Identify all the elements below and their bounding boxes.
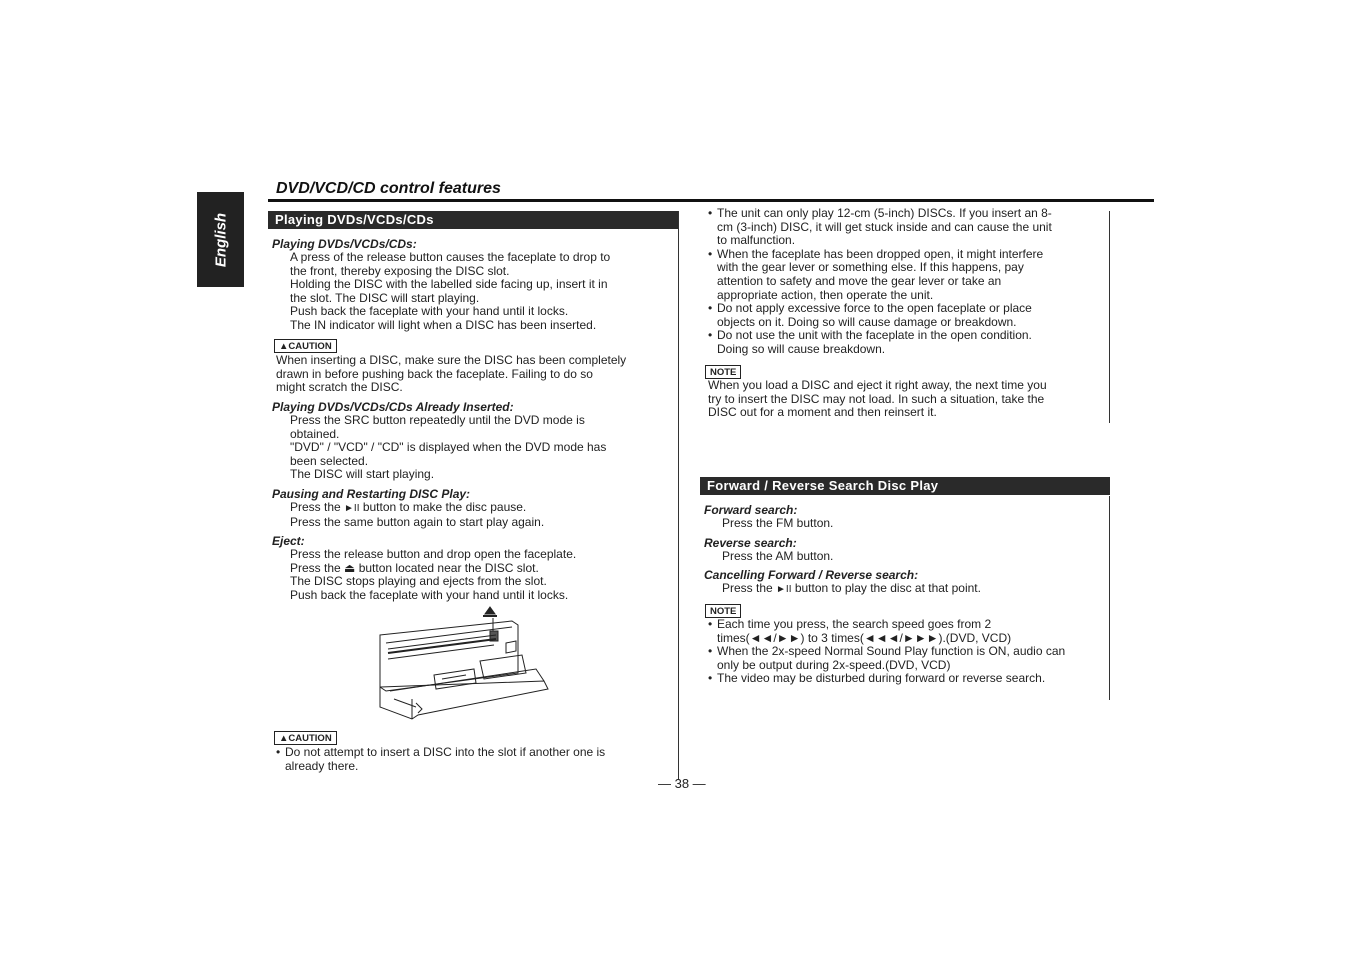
text-line: Push back the faceplate with your hand until it locks.	[290, 587, 569, 602]
caution-label-2	[274, 728, 337, 746]
note-text: NOTE	[705, 604, 741, 618]
reverse-block	[704, 536, 1104, 564]
text-line: drawn in before pushing back the faceplate. Failing to do so	[276, 366, 593, 381]
section-heading-playing: Playing DVDs/VCDs/CDs	[268, 211, 678, 229]
right-divider-bottom	[1109, 496, 1110, 700]
right-divider-top	[1109, 211, 1110, 423]
eject-arrow-icon	[485, 607, 495, 614]
subheading-reverse: Reverse search:	[704, 536, 797, 550]
forward-block	[704, 503, 1104, 531]
right-top-bullets	[708, 207, 1108, 357]
list-item: • Do not attempt to insert a DISC into the slot if another one is already there.	[276, 746, 676, 773]
subheading-eject: Eject:	[272, 534, 305, 548]
text-line: Press the SRC button repeatedly until the DVD mode is	[290, 413, 585, 427]
play-pause-icon: ►II	[344, 503, 360, 514]
note-2-text	[708, 618, 1108, 686]
text-line: obtained.	[290, 426, 340, 441]
eject-block	[272, 534, 672, 602]
page-title: DVD/VCD/CD control features	[276, 180, 501, 197]
list-item: • Do not apply excessive force to the open faceplate or place objects on it. Doing so will cause damage or breakdown.	[708, 302, 1108, 329]
eject-icon: ⏏	[344, 560, 356, 575]
caution-1-text	[276, 354, 676, 395]
text-line: try to insert the DISC may not load. In such a situation, take the	[708, 391, 1045, 406]
text-line: "DVD" / "VCD" / "CD" is displayed when the DVD mode has	[290, 440, 607, 455]
text-line: Press the same button again to start play again.	[290, 514, 545, 529]
text-line: been selected.	[290, 453, 369, 468]
subheading-forward: Forward search:	[704, 503, 798, 517]
caution-text: CAUTION	[288, 733, 332, 744]
playing-block	[272, 237, 672, 333]
text-line: The DISC stops playing and ejects from the slot.	[290, 574, 547, 589]
warning-triangle-icon: ▲	[279, 341, 289, 352]
faceplate-illustration	[376, 603, 552, 721]
note-1-text	[708, 379, 1108, 420]
caution-2-text	[276, 746, 676, 773]
playing-text	[272, 251, 672, 333]
text-line: Press the ⏏ button located near the DISC slot.	[290, 560, 539, 575]
play-pause-icon: ►II	[776, 584, 792, 595]
inserted-block	[272, 400, 672, 482]
text-line: When you load a DISC and eject it right away, the next time you	[708, 378, 1047, 392]
cancel-block	[704, 568, 1104, 597]
text-line: the front, thereby exposing the DISC slot.	[290, 263, 510, 278]
list-item: • When the 2x-speed Normal Sound Play function is ON, audio can only be output during 2x-speed.(DVD, VCD)	[708, 645, 1108, 672]
column-divider	[678, 211, 679, 779]
subheading-pausing: Pausing and Restarting DISC Play:	[272, 487, 471, 501]
text-line: Push back the faceplate with your hand until it locks.	[290, 304, 569, 319]
text-line: Press the ►II button to make the disc pause.	[290, 500, 527, 514]
list-item: • The video may be disturbed during forward or reverse search.	[708, 672, 1108, 686]
list-item: • Do not use the unit with the faceplate in the open condition. Doing so will cause breakdown.	[708, 329, 1108, 356]
caution-text: CAUTION	[288, 341, 332, 352]
subheading-inserted: Playing DVDs/VCDs/CDs Already Inserted:	[272, 400, 514, 414]
text-line: Holding the DISC with the labelled side facing up, insert it in	[290, 277, 608, 292]
page-number: — 38 —	[658, 776, 706, 791]
list-item: • When the faceplate has been dropped open, it might interfere with the gear lever or something else. If this happens, pay attention to safety and move the gear lever or take an appropriate action, then operate the unit.	[708, 248, 1108, 302]
pausing-block	[272, 487, 672, 529]
text-line: The IN indicator will light when a DISC has been inserted.	[290, 317, 597, 332]
text-line: Press the AM button.	[722, 549, 834, 563]
subheading-cancel: Cancelling Forward / Reverse search:	[704, 568, 919, 582]
text-line: Press the release button and drop open the faceplate.	[290, 547, 577, 561]
text-line: the slot. The DISC will start playing.	[290, 290, 480, 305]
text-line: DISC out for a moment and then reinsert it.	[708, 405, 937, 420]
warning-triangle-icon: ▲	[279, 733, 289, 744]
list-item: • The unit can only play 12-cm (5-inch) DISCs. If you insert an 8- cm (3-inch) DISC, it will get stuck inside and can cause the unit to malfunction.	[708, 207, 1108, 248]
text-line: The DISC will start playing.	[290, 467, 435, 482]
text-line: Press the ►II button to play the disc at that point.	[722, 581, 981, 595]
text-line: A press of the release button causes the faceplate to drop to	[290, 250, 611, 264]
language-label: English	[212, 212, 229, 267]
caution-label-1	[274, 336, 337, 354]
text-line: When inserting a DISC, make sure the DISC has been completely	[276, 353, 627, 367]
title-rule	[268, 199, 1154, 202]
section-heading-search: Forward / Reverse Search Disc Play	[700, 477, 1110, 495]
text-line: Press the FM button.	[722, 516, 834, 530]
language-tab	[197, 192, 244, 287]
subheading-playing: Playing DVDs/VCDs/CDs:	[272, 237, 417, 251]
text-line: might scratch the DISC.	[276, 380, 403, 395]
note-text: NOTE	[705, 365, 741, 379]
list-item: • Each time you press, the search speed goes from 2 times(◄◄/►►) to 3 times(◄◄◄/►►►).(DVD, VCD)	[708, 618, 1108, 645]
